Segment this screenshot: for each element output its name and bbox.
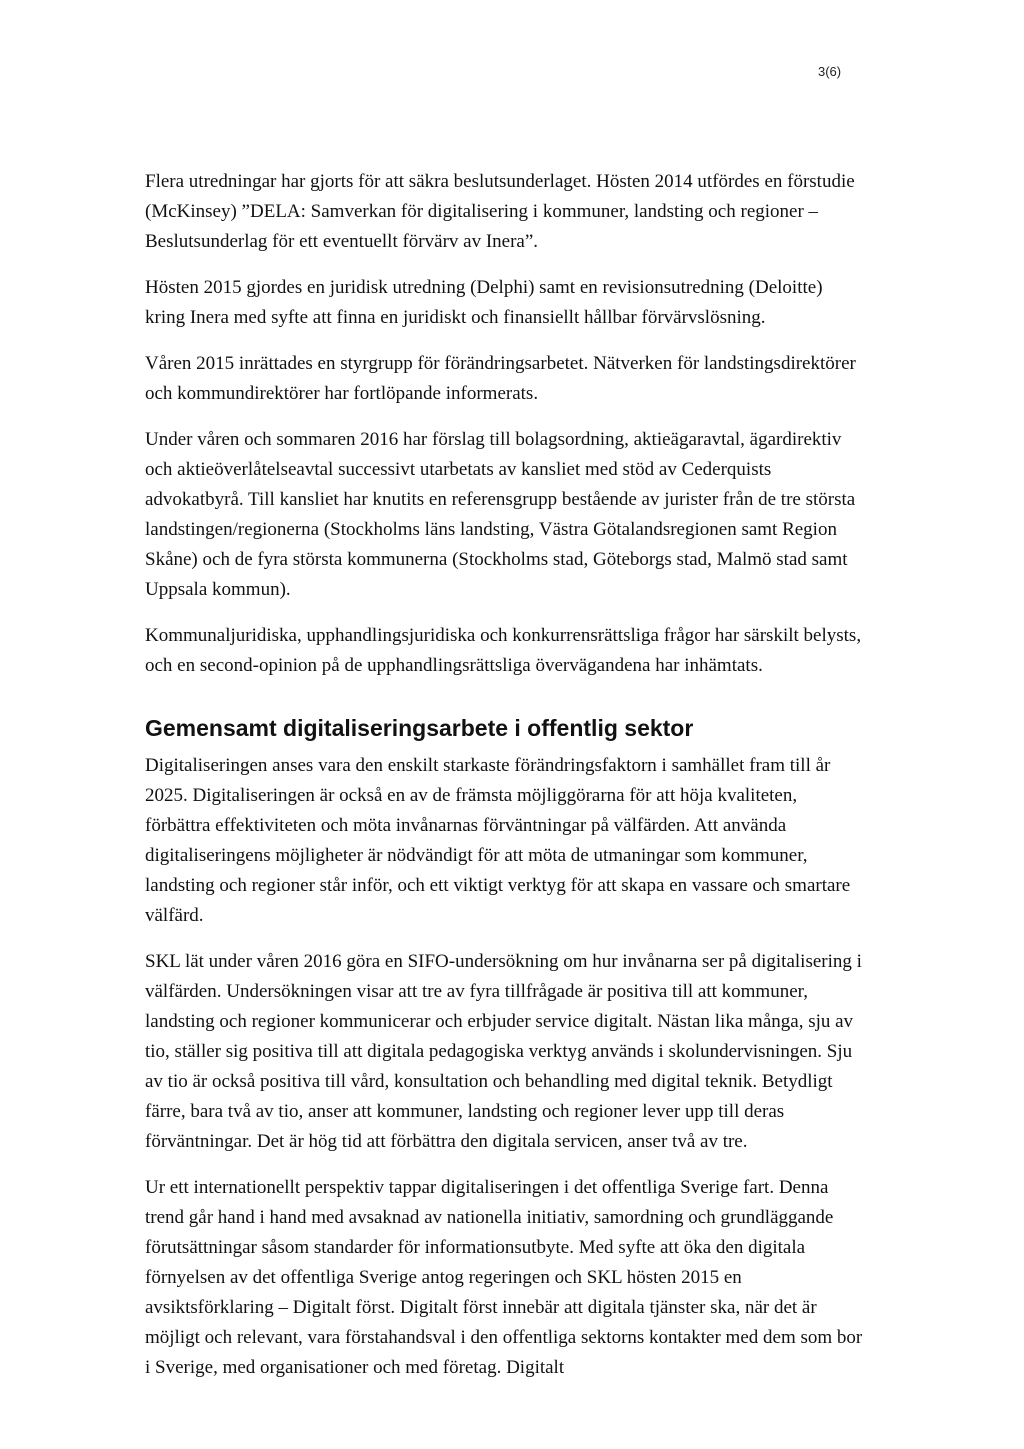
paragraph-sifo-survey: SKL lät under våren 2016 göra en SIFO-undersökning om hur invånarna ser på digitalisering i välfärden. Undersökningen visar att tre av fyra tillfrågade är positiva till att kommuner, landsting och regioner kommunicerar och erbjuder service digitalt. Nästan lika många, sju av tio, ställer sig positiva till att digitala pedagogiska verktyg används i skolundervisningen. Sju av tio är också positiva till vård, konsultation och behandling med digital teknik. Betydligt färre, bara två av tio, anser att kommuner, landsting och regioner lever upp till deras förväntningar. Det är hög tid att förbättra den digitala servicen, anser två av tre. xyxy=(145,951,862,1152)
paragraph-digitalisation: Digitaliseringen anses vara den enskilt starkaste förändringsfaktorn i samhället fram till år 2025. Digitaliseringen är också en av de främsta möjliggörarna för att höja kvaliteten, förbättra effektiviteten och möta invånarnas förväntningar på välfärden. Att använda digitaliseringens möjligheter är nödvändigt för att möta de utmaningar som kommuner, landsting och regioner står inför, och ett viktigt verktyg för att skapa en vassare och smartare välfärd. xyxy=(145,755,851,926)
paragraph-international: Ur ett internationellt perspektiv tappar digitaliseringen i det offentliga Sverige fart. Denna trend går hand i hand med avsaknad av nationella initiativ, samordning och grundläggande förutsättningar såsom standarder för informationsutbyte. Med syfte att öka den digitala förnyelsen av det offentliga Sverige antog regeringen och SKL hösten 2015 en avsiktsförklaring – Digitalt först. Digitalt först innebär att digitala tjänster ska, när det är möjligt och relevant, vara förstahandsval i den offentliga sektorns kontakter med dem som bor i Sverige, med organisationer och med företag. Digitalt xyxy=(145,1177,863,1378)
paragraph-studies: Flera utredningar har gjorts för att säkra beslutsunderlaget. Hösten 2014 utfördes en förstudie (McKinsey) ”DELA: Samverkan för digitalisering i kommuner, landsting och regioner – Beslutsunderlag för ett eventuellt förvärv av Inera”. xyxy=(145,171,855,252)
page-number: 3(6) xyxy=(818,64,842,79)
paragraph-drafting: Under våren och sommaren 2016 har förslag till bolagsordning, aktieägaravtal, ägardirektiv och aktieöverlåtelseavtal successivt utarbetats av kansliet med stöd av Cederquists advokatbyrå. Till kansliet har knutits en referensgrupp bestående av jurister från de tre största landstingen/regionerna (Stockholms läns landsting, Västra Götalandsregionen samt Region Skåne) och de fyra största kommunerna (Stockholms stad, Göteborgs stad, Malmö stad samt Uppsala kommun). xyxy=(145,429,856,600)
paragraph-legal-review: Hösten 2015 gjordes en juridisk utredning (Delphi) samt en revisionsutredning (Deloitte) kring Inera med syfte att finna en juridiskt och finansiellt hållbar förvärvslösning. xyxy=(145,277,823,328)
paragraph-legal-questions: Kommunaljuridiska, upphandlingsjuridiska och konkurrensrättsliga frågor har särskilt belysts, och en second-opinion på de upphandlingsrättsliga övervägandena har inhämtats. xyxy=(145,625,862,676)
paragraph-steering-group: Våren 2015 inrättades en styrgrupp för förändringsarbetet. Nätverken för landstingsdirektörer och kommundirektörer har fortlöpande informerats. xyxy=(145,353,856,404)
document-body xyxy=(145,167,865,1399)
section-heading: Gemensamt digitaliseringsarbete i offentlig sektor xyxy=(145,715,694,741)
